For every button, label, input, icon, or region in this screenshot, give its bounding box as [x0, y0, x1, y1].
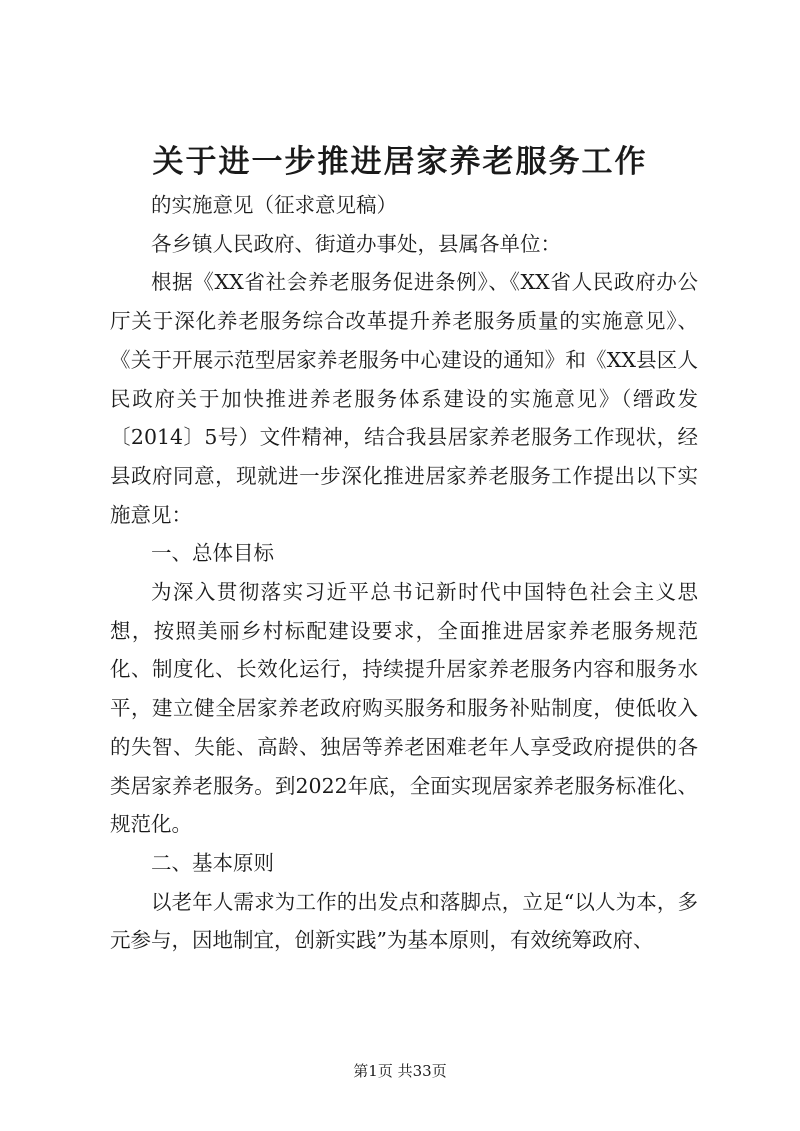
page-title: 关于进一步推进居家养老服务工作	[152, 144, 648, 180]
section-heading-basic-principles: 二、基本原则	[151, 850, 274, 875]
section-heading-overall-goal: 一、总体目标	[151, 541, 274, 566]
overall-goal-paragraph: 为深入贯彻落实习近平总书记新时代中国特色社会主义思想，按照美丽乡村标配建设要求，全面推进居家养老服务规范化、制度化、长效化运行，持续提升居家养老服务内容和服务水平，建立健全居家养老政府购买服务和服务补贴制度，使低收入的失智、失能、高龄、独居等养老困难老年人享受政府提供的各类居家养老服务。到2022年底，全面实现居家养老服务标准化、规范化。	[110, 580, 698, 837]
salutation-paragraph: 各乡镇人民政府、街道办事处，县属各单位：	[151, 231, 561, 256]
document-body	[110, 186, 698, 960]
page-footer: 第1页 共33页	[353, 1062, 447, 1080]
subtitle-paragraph: 的实施意见（征求意见稿）	[151, 193, 397, 217]
basic-principles-paragraph: 以老年人需求为工作的出发点和落脚点，立足“以人为本，多元参与，因地制宜，创新实践”为基本原则，有效统筹政府、	[110, 889, 698, 953]
intro-paragraph: 根据《XX省社会养老服务促进条例》、《XX省人民政府办公厅关于深化养老服务综合改革提升养老服务质量的实施意见》、《关于开展示范型居家养老服务中心建设的通知》和《XX县区人民政府关于加快推进养老服务体系建设的实施意见》（缙政发〔2014〕5号）文件精神，结合我县居家养老服务工作现状，经县政府同意，现就进一步深化推进居家养老服务工作提出以下实施意见：	[110, 270, 698, 527]
